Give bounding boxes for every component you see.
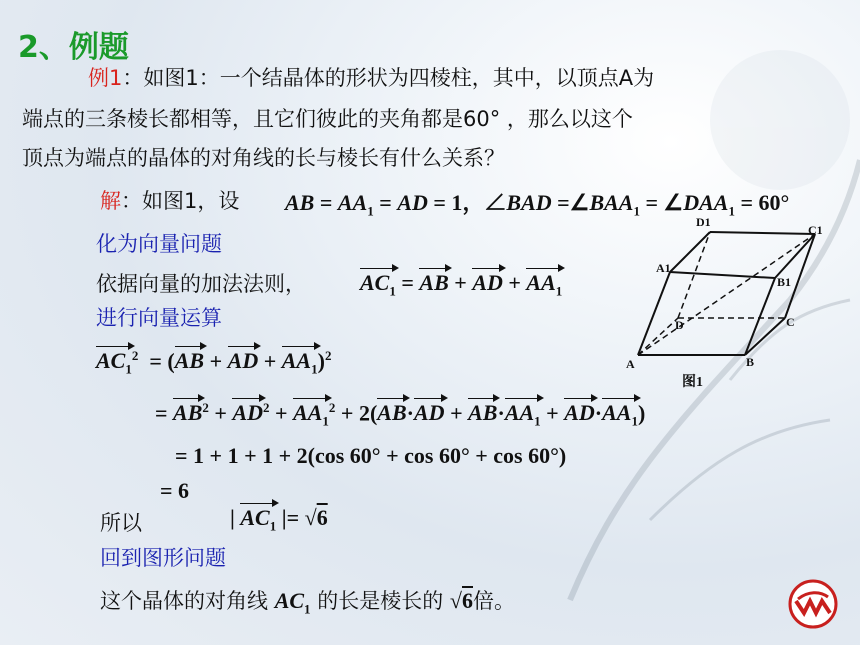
conclusion: 这个晶体的对角线 $AC_1$ 的长是棱长的 √6倍。 [100, 588, 515, 617]
step-compute: 进行向量运算 [96, 306, 222, 330]
calc-line-1: $AC_1^2 = (AB$ + AD + $AA_1)^2$ [96, 348, 332, 377]
addition-rule-text: 依据向量的加法法则， [96, 272, 306, 296]
vertex-label-a: A [626, 357, 635, 371]
example-line-3: 顶点为端点的晶体的对角线的长与棱长有什么关系？ [22, 146, 505, 170]
given-equations: AB = $AA_1$ = AD = 1，∠BAD $=\angle BAA_1$ = $\angle DAA_1 = 60^\circ$ [285, 190, 790, 219]
calc-line-4: = 6 [160, 478, 190, 503]
vertex-label-d: D [675, 318, 684, 332]
example-line-2: 端点的三条棱长都相等，且它们彼此的夹角都是60° ，那么以这个 [22, 107, 633, 131]
school-logo [788, 579, 838, 629]
vertex-label-b: B [746, 355, 755, 369]
vector-sum-equation: $AC_1$ = AB + AD + $AA_1$ [360, 270, 563, 299]
solution-label: 解 [100, 189, 121, 213]
vertex-label-d1: D1 [696, 215, 711, 229]
vertex-label-b1: B1 [777, 275, 792, 289]
example-line-1: 例1：如图1：一个结晶体的形状为四棱柱，其中，以顶点A为 [88, 66, 655, 90]
so-label: 所以 [100, 511, 142, 535]
example-label: 例1 [88, 66, 123, 90]
figure-caption: 图1 [682, 375, 703, 390]
vertex-label-c1: C1 [808, 223, 823, 237]
calc-line-3: = 1 + 1 + 1 + 2(cos 60° + cos 60° + cos 60°) [175, 443, 567, 468]
vertex-label-a1: A1 [656, 261, 671, 275]
solution-intro: 解：如图1，设 [100, 189, 240, 213]
vertex-label-c: C [786, 315, 795, 329]
result-magnitude: | $AC_1$ |= √6 [230, 505, 328, 534]
parallelepiped-figure [620, 210, 823, 390]
calc-line-2: = $AB^2 + AD^2 + AA_1^2 + 2(AB\cdot AD + AB\cdot AA_1 + AD\cdot AA_1)$ [155, 400, 646, 429]
step-back-to-geometry: 回到图形问题 [100, 546, 226, 570]
section-title: 2、例题 [18, 30, 129, 65]
step-vectorize: 化为向量问题 [96, 232, 222, 256]
